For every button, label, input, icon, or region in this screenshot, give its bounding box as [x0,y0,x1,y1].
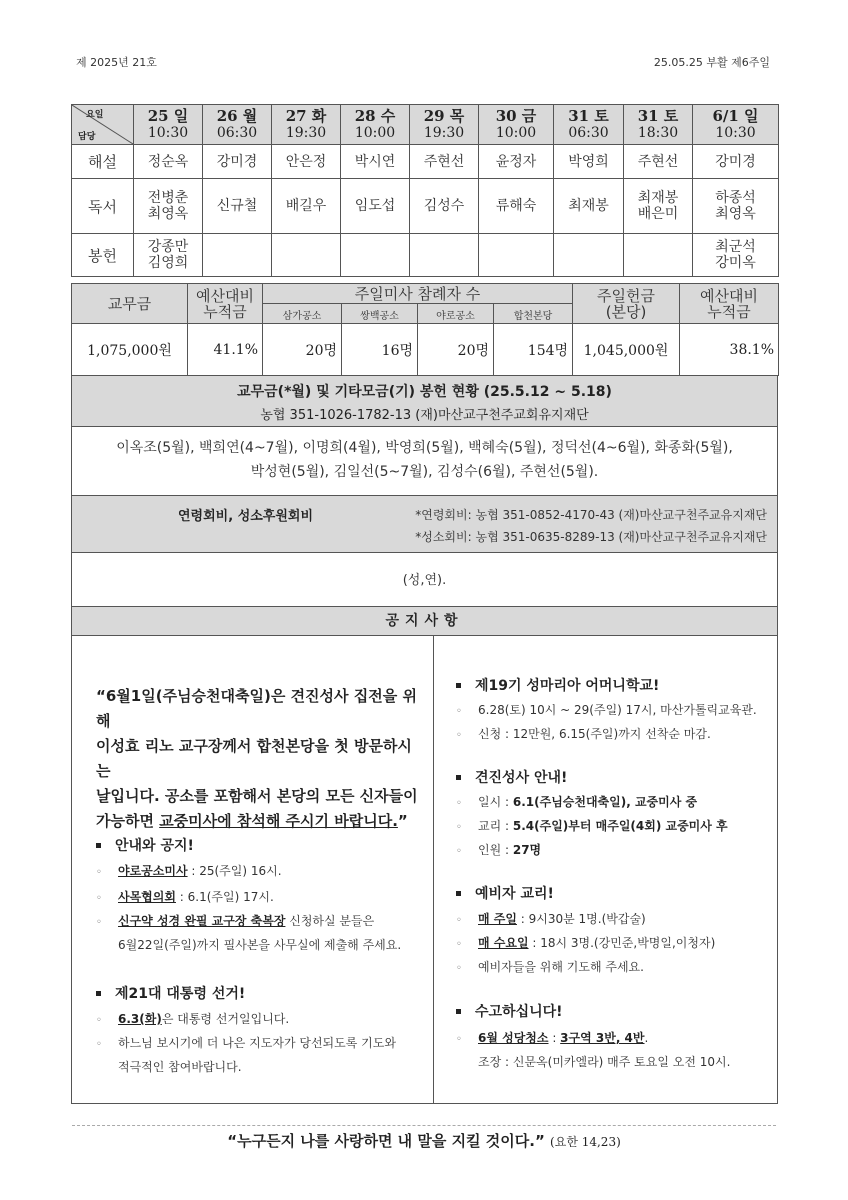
footer-scripture [0,1130,848,1151]
day-label: 29 목 [423,106,465,125]
assignment-cell [410,145,479,179]
assignment-cell [554,179,624,234]
vocation-fee-account: *성소회비: 농협 351-0635-8289-13 (재)마산교구천주교유지재단 [415,530,767,544]
assignment-cell [203,179,272,234]
section-election: 제21대 대통령 선거! [96,983,245,1003]
assignee-name: 강미경 [715,153,756,170]
footer-divider [72,1125,776,1126]
assignment-cell [341,179,410,234]
assignee-name: 김성수 [423,198,465,214]
list-item: ◦ 6.3(화)은 대통령 선거일입니다. [96,1012,290,1026]
attendance-yaro: 20명 [418,324,494,376]
assignee-name: 배은미 [637,206,679,222]
assignee-name: 정순옥 [147,153,189,170]
schedule-row-offertory [72,234,779,277]
role-label: 독서 [72,179,134,234]
schedule-row-commentary [72,145,779,179]
mass-time: 06:30 [568,124,609,141]
assignee-name: 최재봉 [568,198,609,214]
assignment-cell [693,179,779,234]
offering-report-header [71,375,778,427]
list-item: ◦ 일시 : 6.1(주님승천대축일), 교중미사 중 [456,795,698,809]
assignee-name: 류해숙 [495,198,537,214]
section-confirmation: 견진성사 안내! [456,767,567,787]
attendance-header: 주일미사 참례자 수 [263,284,573,304]
collection-header: 주일헌금 (본당) [573,284,680,324]
assignment-cell [134,234,203,277]
budget-value-2: 38.1% [680,324,779,376]
assignment-cell [272,234,341,277]
assignment-cell [341,234,410,277]
mass-time: 10:30 [147,124,189,141]
bishop-visit-quote: “6월1일(주님승천대축일)은 견진성사 집전을 위해 이성효 리노 교구장께서 합천본당을 첫 방문하시는 날입니다. 공소를 포함해서 본당의 모든 신자들이 가능하면 교중미사에 참석해 주시기 바랍니다.” [96,687,418,830]
liturgy-schedule-table [71,104,779,277]
section-catechumen: 예비자 교리! [456,883,554,903]
issue-date: 25.05.25 부활 제6주일 [653,56,770,69]
assignment-cell [410,234,479,277]
day-column-header [554,105,624,145]
assignee-name: 강미경 [216,153,258,170]
assignment-cell [272,145,341,179]
mass-time: 10:00 [354,124,396,141]
attendance-sub-header: 쌍백공소 [342,304,418,324]
assignment-cell [554,234,624,277]
day-column-header [479,105,554,145]
assignment-cell [479,145,554,179]
assignee-name: 강미옥 [715,255,756,271]
attendance-sub-header: 야로공소 [418,304,494,324]
list-item: ◦ 하느님 보시기에 더 나은 지도자가 당선되도록 기도와 [96,1036,396,1050]
list-item: ◦ 야로공소미사 : 25(주일) 16시. [96,864,282,878]
mass-time: 10:30 [715,124,756,141]
assignee-name: 최재봉 [637,190,679,206]
assignee-name: 주현선 [637,153,679,170]
assignment-cell [203,145,272,179]
day-column-header [272,105,341,145]
day-column-header [341,105,410,145]
annual-fees-header [71,495,778,553]
assignment-cell [693,145,779,179]
offering-value: 1,075,000원 [72,324,188,376]
assignee-name: 박영희 [568,153,609,170]
assignee-name: 김영희 [147,255,189,271]
assignee-name: 최군석 [715,239,756,255]
list-item: ◦ 인원 : 27명 [456,843,542,857]
finance-attendance-table [71,283,779,376]
assignee-name: 최영옥 [715,206,756,222]
assignee-name: 배길우 [285,198,327,214]
schedule-header-row [72,105,779,145]
donor-line: 박성현(5월), 김일선(5~7월), 김성수(6월), 주현선(5월). [250,464,599,480]
assignment-cell [624,234,693,277]
mass-time: 10:00 [495,124,537,141]
corner-day-label: 요일 [86,110,104,120]
assignment-cell [203,234,272,277]
day-column-header [693,105,779,145]
section-mothers-school: 제19기 성마리아 어머니학교! [456,675,659,695]
offering-header: 교무금 [72,284,188,324]
day-label: 6/1 일 [712,106,759,125]
day-label: 27 화 [285,106,327,125]
list-item: ◦ 매 수요일 : 18시 3명.(강민준,박명일,이청자) [456,936,716,950]
offering-report-account: 농협 351-1026-1782-13 (재)마산교구천주교회유지재단 [260,408,589,423]
assignment-cell [624,179,693,234]
day-column-header [624,105,693,145]
assignee-name: 안은정 [285,153,327,170]
collection-value: 1,045,000원 [573,324,680,376]
scripture-quote: “누구든지 나를 사랑하면 내 말을 지킬 것이다.” [227,1132,545,1150]
annual-fees-label: 연령회비, 성소후원회비 [178,509,314,524]
attendance-samga: 20명 [263,324,342,376]
list-item: ◦ 매 주일 : 9시30분 1명.(박갑술) [456,912,646,926]
assignee-name: 최영옥 [147,206,189,222]
corner-role-label: 담당 [78,132,96,142]
column-divider [433,636,434,1103]
assignment-cell [554,145,624,179]
day-label: 30 금 [495,106,537,125]
list-item: ◦ 신청 : 12만원, 6.15(주일)까지 선착순 마감. [456,727,711,741]
assignment-cell [693,234,779,277]
attendance-ssangbaek: 16명 [342,324,418,376]
assignment-cell [272,179,341,234]
day-label: 31 토 [637,106,679,125]
role-label: 해설 [72,145,134,179]
budget-header-2: 예산대비 누적금 [680,284,779,324]
assignee-name: 강종만 [147,239,189,255]
assignment-cell [624,145,693,179]
day-column-header [410,105,479,145]
day-label: 31 토 [568,106,609,125]
section-announcements: 안내와 공지! [96,835,194,855]
schedule-row-reading [72,179,779,234]
assignee-name: 전병춘 [147,190,189,206]
assignee-name: 윤정자 [495,153,537,170]
attendance-sub-header: 합천본당 [494,304,573,324]
assignee-name: 임도섭 [354,198,396,214]
donor-line: 이옥조(5월), 백희연(4~7월), 이명희(4월), 박영희(5월), 백혜숙(5월), 정덕선(4~6월), 화종화(5월), [116,440,733,456]
offering-donor-list [71,426,778,496]
assignee-name: 신규철 [216,198,258,214]
role-label: 봉헌 [72,234,134,277]
list-item-continuation: 조장 : 신문옥(미카엘라) 매주 토요일 오전 10시. [478,1055,731,1069]
notice-body [71,635,778,1104]
scripture-reference: (요한 14,23) [550,1135,621,1149]
section-thanks: 수고하십니다! [456,1001,563,1021]
list-item: ◦ 6.28(토) 10시 ~ 29(주일) 17시, 마산가톨릭교육관. [456,703,757,717]
assignee-name: 박시연 [354,153,396,170]
assignment-cell [341,145,410,179]
assignment-cell [410,179,479,234]
funeral-fee-account: *연령회비: 농협 351-0852-4170-43 (재)마산교구천주교유지재단 [415,508,767,522]
issue-number: 제 2025년 21호 [76,56,157,69]
assignment-cell [479,234,554,277]
day-label: 26 월 [216,106,258,125]
attendance-hapcheon: 154명 [494,324,573,376]
list-item: ◦ 교리 : 5.4(주일)부터 매주일(4회) 교중미사 후 [456,819,728,833]
assignment-cell [479,179,554,234]
offering-report-title: 교무금(*월) 및 기타모금(기) 봉헌 현황 (25.5.12 ~ 5.18) [237,384,612,400]
assignee-name: 하종석 [715,190,756,206]
notice-title: 공지사항 [71,606,778,636]
assignment-cell [134,145,203,179]
budget-header-1: 예산대비 누적금 [188,284,263,324]
mass-time: 19:30 [285,124,327,141]
day-column-header [203,105,272,145]
assignee-name: 주현선 [423,153,465,170]
list-item-continuation: 적극적인 참여바랍니다. [118,1060,242,1074]
day-label: 28 수 [354,106,396,125]
budget-value-1: 41.1% [188,324,263,376]
schedule-corner-cell [72,105,134,145]
attendance-sub-header: 삼가공소 [263,304,342,324]
list-item: ◦ 신구약 성경 완필 교구장 축복장 신청하실 분들은 [96,914,375,928]
day-label: 25 일 [147,106,189,125]
mass-time: 19:30 [423,124,465,141]
list-item: ◦ 사목협의회 : 6.1(주일) 17시. [96,890,274,904]
list-item-continuation: 6월22일(주일)까지 필사본을 사무실에 제출해 주세요. [118,938,402,952]
annual-fees-donors: (성,연). [71,552,778,607]
list-item: ◦ 6월 성당청소 : 3구역 3반, 4반. [456,1031,649,1045]
list-item: ◦ 예비자들을 위해 기도해 주세요. [456,960,644,974]
mass-time: 18:30 [637,124,679,141]
day-column-header [134,105,203,145]
assignment-cell [134,179,203,234]
mass-time: 06:30 [216,124,258,141]
